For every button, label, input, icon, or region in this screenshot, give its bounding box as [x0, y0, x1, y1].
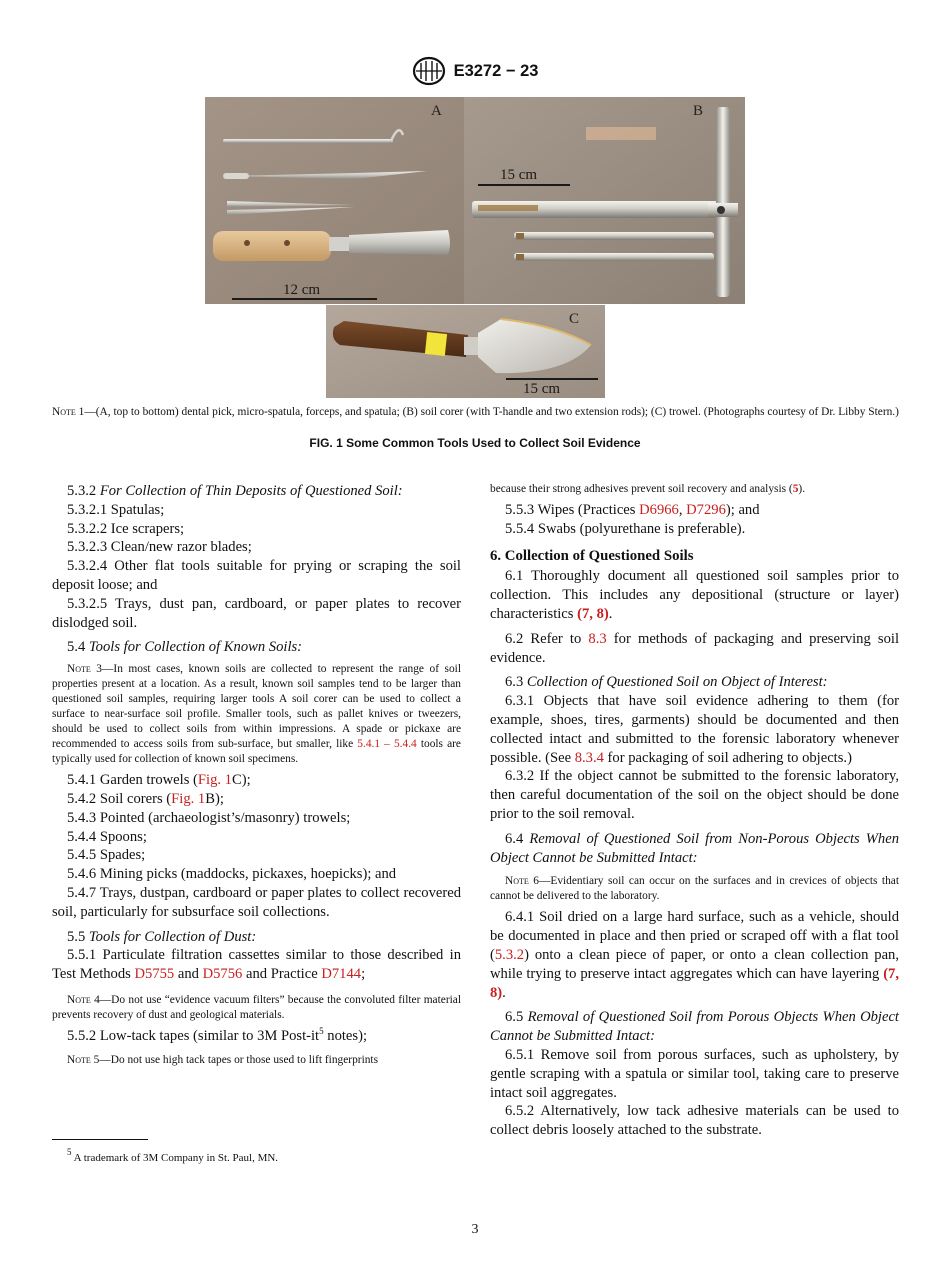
note-5-continued: because their strong adhesives prevent soil recovery and analysis (5).: [490, 483, 806, 495]
astm-logo-icon: [412, 56, 446, 86]
section-5-3-2-2: 5.3.2.2 Ice scrapers;: [67, 520, 185, 537]
photo-panel-c: [326, 305, 605, 398]
photo-panel-b: [464, 97, 745, 304]
standard-number: E3272 − 23: [453, 61, 539, 80]
ref-fig-1[interactable]: Fig. 1: [197, 772, 232, 789]
scale-bar-b: [478, 184, 570, 186]
note-6: Note 6—Evidentiary soil can occur on the surfaces and in crevices of objects that cannot be delivered to the laboratory.: [490, 875, 899, 903]
scale-label-a: 12 cm: [283, 282, 321, 298]
figure-caption: FIG. 1 Some Common Tools Used to Collect Soil Evidence: [309, 436, 641, 450]
section-5-3-2-1: 5.3.2.1 Spatulas;: [67, 501, 165, 518]
section-5-3-2-4: 5.3.2.4 Other flat tools suitable for prying or scraping the soil deposit loose; and: [52, 558, 461, 593]
soil-corer-photo-b: [464, 97, 745, 304]
section-5-3-2-5: 5.3.2.5 Trays, dust pan, cardboard, or paper plates to recover dislodged soil.: [52, 595, 461, 631]
page-number: 3: [471, 1222, 479, 1237]
section-6-2: 6.2 Refer to 8.3 for methods of packaging and preserving soil evidence.: [490, 630, 899, 666]
ref-citation-7-8[interactable]: (7, 8): [490, 965, 899, 1001]
ref-d5755[interactable]: D5755: [134, 966, 175, 983]
section-5-5: 5.5 Tools for Collection of Dust:: [67, 928, 257, 945]
ref-8-3[interactable]: 8.3: [588, 630, 607, 647]
section-6-3-1: 6.3.1 Objects that have soil evidence adhering to them (for example, shoes, tires, garments) should be documented and then collected intact and submitted to the forensic laboratory whenever possible. (See 8.3.4 for packaging of soil adhering to objects.): [490, 693, 899, 766]
section-5-4-6: 5.4.6 Mining picks (maddocks, pickaxes, hoepicks); and: [67, 866, 397, 883]
tools-photo-a: [205, 97, 464, 304]
section-5-4-2: 5.4.2 Soil corers (Fig. 1B);: [67, 790, 224, 807]
ref-d5756[interactable]: D5756: [202, 966, 243, 983]
section-5-4: 5.4 Tools for Collection of Known Soils:: [67, 639, 303, 656]
section-5-5-2: 5.5.2 Low-tack tapes (similar to 3M Post-$it^5$ notes);: [67, 1025, 367, 1044]
scale-label-c: 15 cm: [523, 381, 561, 397]
ref-fig-1[interactable]: Fig. 1: [171, 790, 206, 807]
left-column: [52, 482, 461, 1072]
ref-d6966[interactable]: D6966: [639, 502, 679, 518]
ref-d7296[interactable]: D7296: [686, 502, 726, 518]
scale-label-b: 15 cm: [500, 167, 538, 183]
section-6-5: 6.5 Removal of Questioned Soil from Porous Objects When Object Cannot be Submitted Intact:: [490, 1009, 899, 1045]
section-6-5-2: 6.5.2 Alternatively, low tack adhesive materials can be used to collect debris loosely attached to the substrate.: [490, 1103, 899, 1139]
ref-5-3-2[interactable]: 5.3.2: [494, 946, 525, 963]
panel-label-c: C: [569, 311, 580, 327]
section-5-4-5: 5.4.5 Spades;: [67, 847, 146, 864]
section-5-5-1: 5.5.1 Particulate filtration cassettes similar to those described in Test Methods D5755 and D5756 and Practice D7144;: [52, 947, 461, 983]
ref-5-4-1-to-5-4-4[interactable]: 5.4.1 – 5.4.4: [357, 738, 417, 751]
section-5-3-2: 5.3.2 For Collection of Thin Deposits of Questioned Soil:: [67, 483, 403, 499]
ref-8-3-4[interactable]: 8.3.4: [574, 749, 604, 766]
section-5-4-7: 5.4.7 Trays, dustpan, cardboard or paper plates to collect recovered soil, particularly for subsurface soil collections.: [52, 884, 461, 920]
footnote: $^5$ A trademark of 3M Company in St. Paul, MN.: [67, 1147, 279, 1164]
section-5-5-4: 5.5.4 Swabs (polyurethane is preferable).: [505, 520, 746, 537]
section-5-4-3: 5.4.3 Pointed (archaeologist’s/masonry) trowels;: [67, 809, 351, 826]
scale-bar-a: [232, 298, 377, 300]
footnote-rule: [52, 1139, 148, 1140]
section-6-1: 6.1 Thoroughly document all questioned soil samples prior to collection. This includes any depositional (structure or layer) characteristics (7, 8).: [490, 568, 899, 622]
ref-d7144[interactable]: D7144: [321, 966, 362, 983]
section-6-heading: 6. Collection of Questioned Soils: [490, 547, 694, 564]
note-4: Note 4—Do not use “evidence vacuum filters” because the convoluted filter material prevents recovery of dust and geological materials.: [52, 993, 462, 1021]
photo-panel-a: [205, 97, 464, 304]
trowel-photo-c: [326, 305, 605, 398]
panel-label-b: B: [693, 103, 704, 119]
ref-citation-5[interactable]: 5: [792, 483, 799, 495]
panel-label-a: A: [431, 103, 442, 119]
section-5-4-1: 5.4.1 Garden trowels (Fig. 1C);: [67, 772, 251, 789]
ref-citation-7-8[interactable]: (7, 8): [577, 605, 609, 622]
section-5-5-3: 5.5.3 Wipes (Practices D6966, D7296); and: [505, 502, 760, 518]
right-column: [490, 482, 899, 1140]
note-3: Note 3—In most cases, known soils are collected to represent the range of soil properties present at a location. As a result, known soil samples tend to be larger than questioned soil samples, requiring larger tools A soil corer can be used to collect a surface to near-surface soil profile. Smaller tools, such as pallet knives or tweezers, should be used to collect soils from within impressions. A spade or pickaxe are recommended to access soils from sub-surface, but smaller, like 5.4.1 – 5.4.4 tools are typically used for collection of known soil specimens.: [52, 663, 461, 766]
note-5: Note 5—Do not use high tack tapes or those used to lift fingerprints: [67, 1053, 379, 1066]
scale-bar-c: [506, 378, 598, 380]
section-5-3-2-3: 5.3.2.3 Clean/new razor blades;: [67, 539, 252, 556]
page-header: [0, 56, 950, 86]
section-6-4: 6.4 Removal of Questioned Soil from Non-Porous Objects When Object Cannot be Submitted Intact:: [490, 830, 900, 866]
section-6-4-1: 6.4.1 Soil dried on a large hard surface, such as a vehicle, should be documented in place and then pried or scraped off with a flat tool (5.3.2) onto a clean piece of paper, or onto a clean collection pan, while trying to preserve intact aggregates which can have layering (7, 8).: [490, 909, 899, 1001]
section-6-3-2: 6.3.2 If the object cannot be submitted to the forensic laboratory, then careful documentation of the soil on the object should be done prior to the soil removal.: [490, 768, 899, 822]
section-6-5-1: 6.5.1 Remove soil from porous surfaces, such as upholstery, by gentle scraping with a spatula or similar tool, taking care to preserve intact soil aggregates.: [490, 1046, 899, 1101]
figure-note: Note 1—(A, top to bottom) dental pick, micro-spatula, forceps, and spatula; (B) soil corer (with T-handle and two extension rods); (C) trowel. (Photographs courtesy of Dr. Libby Stern.): [52, 406, 899, 418]
section-6-3: 6.3 Collection of Questioned Soil on Object of Interest:: [505, 674, 828, 691]
section-5-4-4: 5.4.4 Spoons;: [67, 828, 147, 845]
